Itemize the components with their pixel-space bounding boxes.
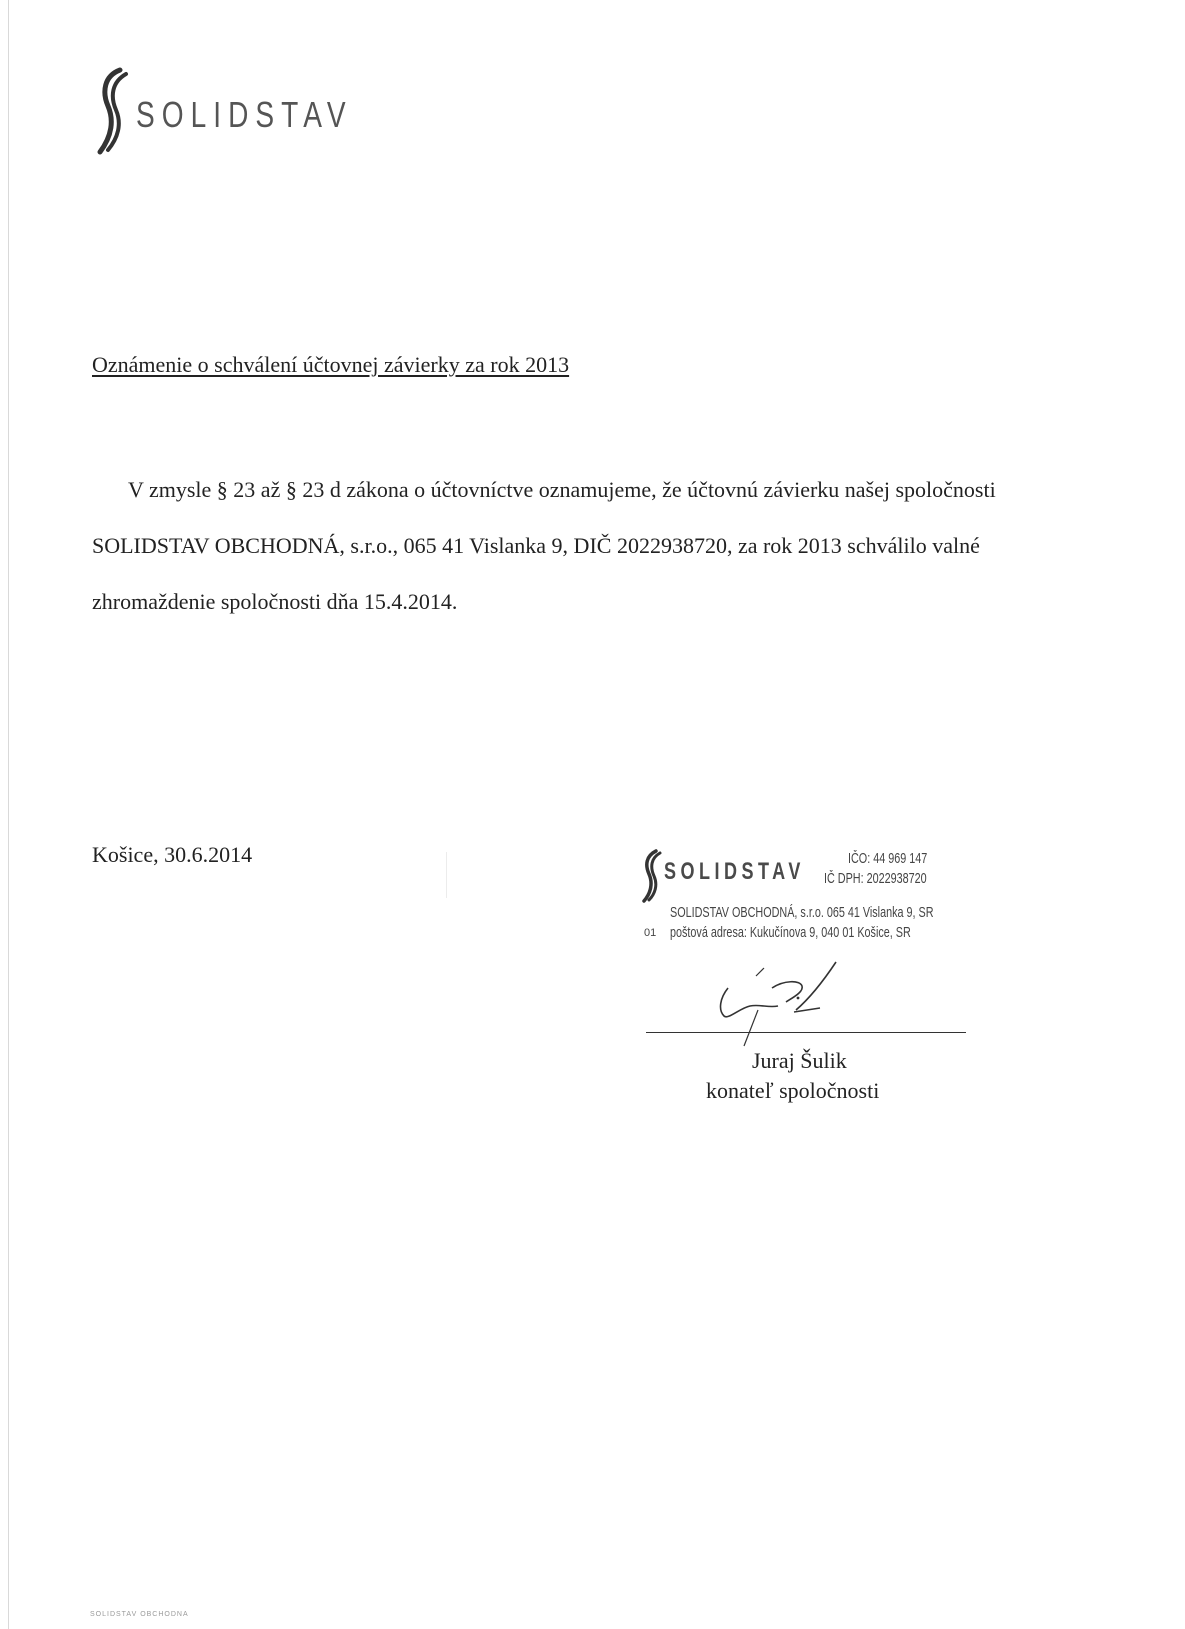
- header-logo-text: SOLIDSTAV: [136, 94, 353, 135]
- stamp-logo-mark-icon: [640, 848, 662, 904]
- body-paragraph: [92, 462, 1112, 630]
- stamp-ic-dph: IČ DPH: 2022938720: [824, 870, 927, 887]
- stamp-number: 01: [644, 927, 657, 939]
- handwritten-signature: [700, 958, 860, 1048]
- scan-edge: [8, 0, 9, 1629]
- company-stamp: [640, 848, 960, 948]
- stamp-logo-text: SOLIDSTAV: [664, 858, 805, 885]
- body-line: V zmysle § 23 až § 23 d zákona o účtovníctve oznamujeme, že účtovnú závierku našej spoločnosti: [128, 477, 996, 502]
- signer-name: Juraj Šulik: [752, 1048, 847, 1073]
- body-line: zhromaždenie spoločnosti dňa 15.4.2014.: [92, 589, 458, 614]
- signer-role: konateľ spoločnosti: [706, 1078, 880, 1103]
- stamp-address: SOLIDSTAV OBCHODNÁ, s.r.o. 065 41 Vislanka 9, SR: [670, 904, 934, 921]
- stamp-postal-address: poštová adresa: Kukučínova 9, 040 01 Košice, SR: [670, 924, 911, 941]
- scan-artifact: [446, 852, 447, 898]
- body-line: SOLIDSTAV OBCHODNÁ, s.r.o., 065 41 Vislanka 9, DIČ 2022938720, za rok 2013 schválilo valné: [92, 533, 980, 558]
- solidstav-logo-mark-icon: [94, 66, 130, 156]
- place-date: Košice, 30.6.2014: [92, 842, 253, 867]
- document-title: Oznámenie o schválení účtovnej závierky za rok 2013: [92, 352, 570, 377]
- signature-line: [646, 1032, 966, 1033]
- stamp-ico: IČO: 44 969 147: [848, 850, 928, 867]
- footer-text: SOLIDSTAV OBCHODNÁ: [90, 1611, 189, 1618]
